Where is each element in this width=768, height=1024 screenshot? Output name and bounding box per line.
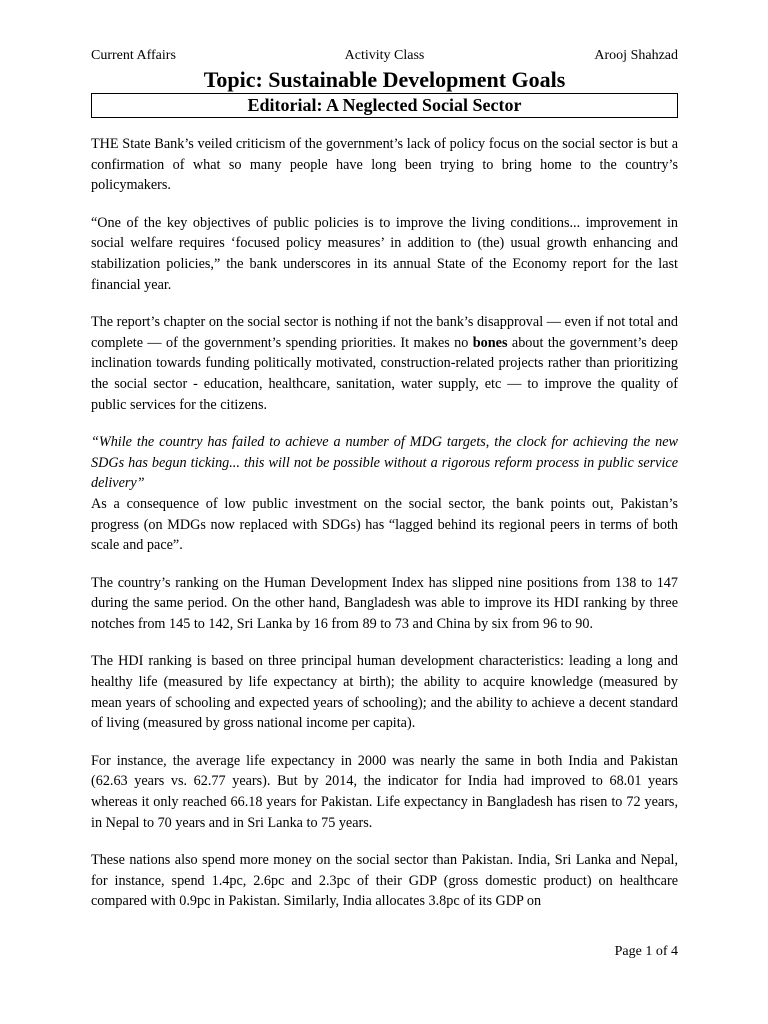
paragraph-3-start: The report’s chapter on the social sector is nothing if not the bank’s disapproval — even if not total and complete — of the government’s spending priorities. It makes no bbox=[91, 314, 678, 351]
paragraph-3-bold-word: bones bbox=[472, 334, 508, 351]
article-body bbox=[91, 134, 678, 929]
header-course-label: Current Affairs bbox=[91, 48, 176, 63]
quote-paragraph: “While the country has failed to achieve a number of MDG targets, the clock for achieving the new SDGs has begun ticking... this will not be possible without a rigorous reform process in public service delivery” bbox=[91, 434, 678, 492]
paragraph-6: The country’s ranking on the Human Development Index has slipped nine positions from 138 to 147 during the same period. On the other hand, Bangladesh was able to improve its HDI ranking by three notches from 145 to 142, Sri Lanka by 16 from 89 to 73 and China by six from 96 to 90. bbox=[91, 574, 678, 632]
paragraph-8: For instance, the average life expectancy in 2000 was nearly the same in both India and Pakistan (62.63 years vs. 62.77 years). But by 2014, the indicator for India had improved to 68.01 years whereas it only reached 66.18 years for Pakistan. Life expectancy in Bangladesh has risen to 72 years, in Nepal to 70 years and in Sri Lanka to 75 years. bbox=[91, 752, 678, 831]
page-number: Page 1 of 4 bbox=[614, 944, 678, 959]
paragraph-1: THE State Bank’s veiled criticism of the government’s lack of policy focus on the social sector is but a confirmation of what so many people have long been trying to bring home to the country’s policymakers. bbox=[91, 136, 678, 194]
paragraph-3-end: about the government’s deep inclination towards funding politically motivated, construction-related projects rather than prioritizing the social sector - education, healthcare, sanitation, water supply, etc — to improve the quality of public services for the citizens. bbox=[91, 334, 678, 413]
header-author-label: Arooj Shahzad bbox=[594, 48, 678, 63]
paragraph-9: These nations also spend more money on the social sector than Pakistan. India, Sri Lanka and Nepal, for instance, spend 1.4pc, 2.6pc and 2.3pc of their GDP (gross domestic product) on healthcare compared with 0.9pc in Pakistan. Similarly, India allocates 3.8pc of its GDP on bbox=[91, 852, 678, 910]
paragraph-5: As a consequence of low public investment on the social sector, the bank points out, Pakistan’s progress (on MDGs now replaced with SDGs) has “lagged behind its regional peers in terms of both scale and pace”. bbox=[91, 495, 678, 554]
page-header bbox=[91, 47, 678, 65]
paragraph-2: “One of the key objectives of public policies is to improve the living conditions... improvement in social welfare requires ‘focused policy measures’ in addition to (the) usual growth enhancing and stabilization policies,” the bank underscores in its annual State of the Economy report for the last financial year. bbox=[91, 214, 678, 293]
paragraph-3 bbox=[91, 312, 678, 415]
topic-title: Topic: Sustainable Development Goals bbox=[203, 67, 566, 92]
editorial-title: Editorial: A Neglected Social Sector bbox=[91, 93, 678, 118]
header-class-label: Activity Class bbox=[344, 48, 425, 63]
paragraph-7: The HDI ranking is based on three principal human development characteristics: leading a long and healthy life (measured by life expectancy at birth); the ability to acquire knowledge (measured by mean years of schooling and expected years of schooling); and the ability to achieve a decent standard of living (measured by gross national income per capita). bbox=[91, 653, 678, 732]
